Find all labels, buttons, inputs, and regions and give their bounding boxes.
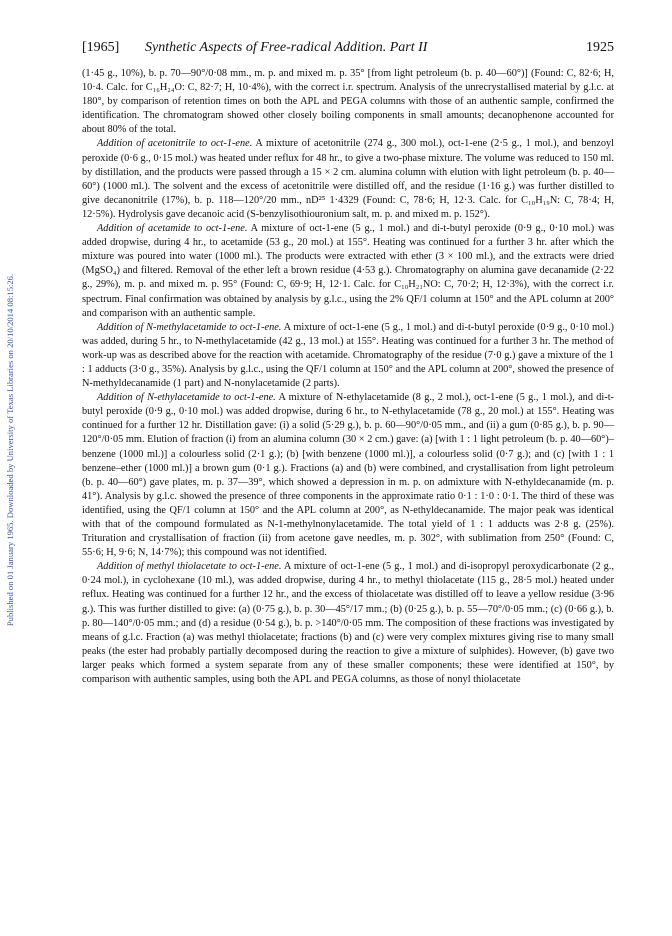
- paragraph-text: A mixture of oct-1-ene (5 g., 1 mol.) and di-isopropyl peroxydicarbonate (2 g., 0·24 mol.), in cyclohexane (10 ml.), was added dropwise, during 4 hr., to methyl thiolacetate (115 g., 28·5 mol.) heated under reflux. Heating was continued for a further 12 hr., and the excess of thiolacetate was distilled off to leave a yellow residue (3·96 g.). This was further distilled to give: (a) (0·75 g.), b. p. 30—45°/17 mm.; (b) (0·25 g.), b. p. 55—70°/0·05 mm.; (c) (0·66 g.), b. p. 80—140°/0·05 mm.; and (d) a residue (0·54 g.), b. p. >140°/0·05 mm. The composition of these fractions was investigated by means of g.l.c. Fraction (a) was methyl thiolacetate; fractions (b) and (c) were very complex mixtures giving rise to many small peaks (the ester had probably partially decomposed during the reaction to give a mixture of sulphides). However, (b) gave two larger peaks which formed a system separate from any of these smaller components; these were identified at 150°, by comparison with authentic samples, using both the APL and PEGA columns, as those of nonyl thiolacetate: [82, 561, 614, 686]
- article-body: [82, 67, 614, 687]
- paragraph-continuation: [82, 67, 614, 137]
- header-title: Synthetic Aspects of Free-radical Addition. Part II: [145, 40, 428, 55]
- paragraph-heading: Addition of N-methylacetamide to oct-1-ene.: [97, 321, 282, 333]
- paragraph-n-methylacetamide: [82, 321, 614, 391]
- paragraph-acetonitrile: [82, 137, 614, 222]
- paragraph-text: A mixture of acetonitrile (274 g., 300 mol.), oct-1-ene (2·5 g., 1 mol.), and benzoyl peroxide (0·6 g., 0·15 mol.) was heated under reflux for 48 hr., to give a two-phase mixture. The volume was reduced to 150 ml. by distillation, and the products were passed through a 15 × 2 cm. alumina column with elution with light petroleum (b. p. 40—60°) (1000 ml.). The solvent and the excess of acetonitrile were distilled off, and the residue (1·16 g.) was further distilled to give decanonitrile (17%), b. p. 118—120°/20 mm., nD²⁵ 1·4329 (Found: C, 78·6; H, 12·3. Calc. for C₁₀H₁₉N: C, 78·4; H, 12·5%). Hydrolysis gave decanoic acid (S-benzylisothiouronium salt, m. p. and mixed m. p. 152°).: [82, 138, 615, 220]
- paragraph-text: A mixture of N-ethylacetamide (8 g., 2 mol.), oct-1-ene (5 g., 1 mol.), and di-t-butyl peroxide (0·9 g., 0·10 mol.) was added dropwise, during 6 hr., to N-ethylacetamide (78 g., 20 mol.) at 155°. Heating was continued for a further 12 hr. Distillation gave: (i) a solid (5·29 g.), b. p. 60—90°/0·05 mm., and (ii) a gum (0·85 g.), b. p. 90—120°/0·05 mm. Elution of fraction (i) from an alumina column (30 × 2 cm.) gave: (a) [with 1 : 1 light petroleum (b. p. 40—60°)–benzene (1000 ml.)] a colourless solid (2·1 g.); (b) [with benzene (1000 ml.)], a colourless solid (0·7 g.); and (c) [with 1 : 1 benzene–ether (1000 ml.)] a brown gum (0·1 g.). Fractions (a) and (b) were combined, and crystallisation from light petroleum (b. p. 40—60°) gave plates, m. p. 37—39°, which showed a depression in m. p. on admixture with N-ethyldecanamide (m. p. 41°). Analysis by g.l.c. showed the presence of three components in the approximate ratio 0·1 : 1·0 : 0·1. The third of these was identified, using the QF/1 column at 150° and the APL column at 200°, as N-ethyldecanamide. The major peak was identical with that of the compound formulated as N-1-methylnonylacetamide. The total yield of 1 : 1 adducts was 2·8 g. (25%). Trituration and crystallisation of fraction (ii) from acetone gave needles, m. p. 302°, with sublimation from 250° (Found: C, 55·6; H, 9·6; N, 14·7%); this compound was not identified.: [82, 392, 614, 559]
- paragraph-text: A mixture of oct-1-ene (5 g., 1 mol.) and di-t-butyl peroxide (0·9 g., 0·10 mol.) was added, during 5 hr., to N-methylacetamide (42 g., 13 mol.) at 155°. Heating was continued for a further 3 hr. The method of work-up was as described above for the reaction with acetamide. Chromatography of the residue (7·0 g.) gave a mixture of the 1 : 1 adducts (3·0 g., 35%). Analysis by g.l.c., using the QF/1 column at 150° and the APL column at 200°, showed the presence of N-methyldecanamide (1 part) and N-nonylacetamide (2 parts).: [82, 321, 614, 390]
- page-number: 1925: [586, 40, 614, 55]
- paragraph-acetamide: [82, 222, 614, 321]
- paragraph-methyl-thiolacetate: [82, 560, 614, 687]
- download-watermark-text: Published on 01 January 1965. Downloaded by University of Texas Libraries on 20/10/2014 08:15:26.: [5, 273, 15, 627]
- paragraph-heading: Addition of methyl thiolacetate to oct-1-ene.: [97, 561, 282, 573]
- paragraph-text: (1·45 g., 10%), b. p. 70—90°/0·08 mm., m. p. and mixed m. p. 35° [from light petroleum (b. p. 40—60°)] (Found: C, 82·6; H, 10·4. Calc. for C₁₆H₂₄O: C, 82·7; H, 10·4%), with the correct i.r. spectrum. Analysis of the unrecrystallised material by g.l.c. at 180°, by comparison of retention times on both the APL and PEGA columns with those of an authentic sample, confirmed the identification. The chromatogram showed other closely boiling components in small amounts; decanophenone accounted for about 80% of the total.: [82, 68, 614, 136]
- paragraph-heading: Addition of N-ethylacetamide to oct-1-ene.: [97, 392, 276, 404]
- paragraph-heading: Addition of acetonitrile to oct-1-ene.: [97, 138, 253, 150]
- download-watermark: [2, 130, 18, 770]
- running-header: [82, 40, 614, 62]
- paragraph-text: A mixture of oct-1-ene (5 g., 1 mol.) and di-t-butyl peroxide (0·9 g., 0·10 mol.) was added dropwise, during 4 hr., to acetamide (53 g., 20 mol.) at 155°. Heating was continued for a further 3 hr. after which the mixture was poured into water (1000 ml.). The products were extracted with ether (3 × 100 ml.), and the extracts were dried (MgSO₄) and filtered. Removal of the ether left a brown residue (4·53 g.). Chromatography on alumina gave decanamide (2·22 g., 29%), m. p. and mixed m. p. 95° (Found: C, 69·9; H, 12·1. Calc. for C₁₀H₂₁NO: C, 70·2; H, 12·3%), with the correct i.r. spectrum. Final confirmation was obtained by analysis by g.l.c., using the 2% QF/1 column at 150° and the APL column at 200° and comparison with an authentic sample.: [82, 223, 614, 319]
- header-year: [1965]: [82, 40, 120, 55]
- paragraph-heading: Addition of acetamide to oct-1-ene.: [97, 223, 248, 235]
- paragraph-n-ethylacetamide: [82, 391, 614, 560]
